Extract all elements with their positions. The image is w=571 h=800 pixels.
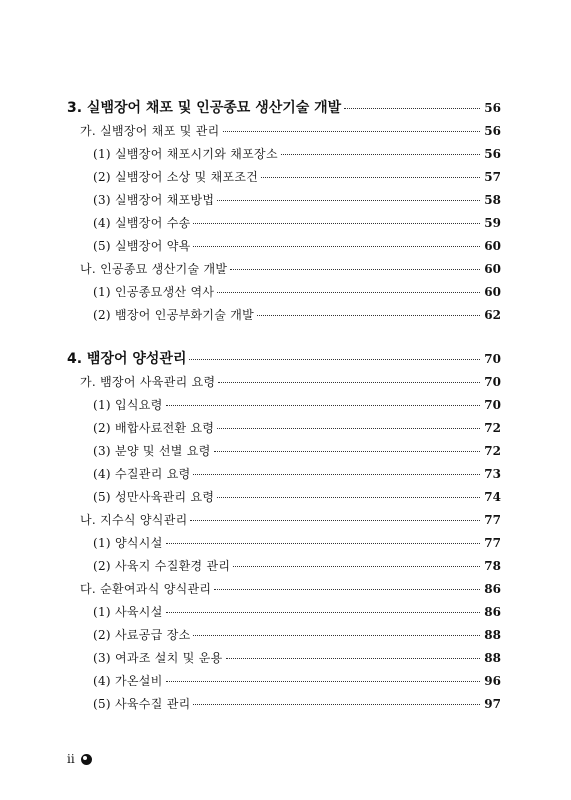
toc-entry-item[interactable]	[93, 534, 501, 551]
dot-leader	[166, 543, 481, 544]
toc-entry-label: (1) 인공종묘생산 역사	[93, 285, 215, 299]
toc-entry-item[interactable]	[93, 396, 501, 413]
dot-leader	[217, 428, 480, 429]
toc-entry-label: 다. 순환여과식 양식관리	[80, 582, 212, 596]
dot-leader	[193, 474, 480, 475]
toc-entry-label: (5) 성만사육관리 요령	[93, 490, 215, 504]
dot-leader	[214, 589, 480, 590]
toc-entry-item[interactable]	[93, 488, 501, 505]
toc-entry-label: (1) 사육시설	[93, 605, 163, 619]
dot-leader	[193, 246, 480, 247]
toc-entry-label: (3) 분양 및 선별 요령	[93, 444, 211, 458]
toc-entry-label: (4) 가온설비	[93, 674, 163, 688]
dot-leader	[214, 451, 481, 452]
toc-entry-item[interactable]	[93, 306, 501, 323]
toc-entry-label: (5) 사육수질 관리	[93, 697, 191, 711]
page-footer	[67, 752, 92, 766]
dot-leader	[223, 131, 481, 132]
toc-entry-page-number: 72	[484, 421, 501, 435]
toc-entry-section[interactable]	[80, 122, 501, 139]
toc-entry-label: (2) 사육지 수질환경 관리	[93, 559, 231, 573]
toc-entry-label: (2) 배합사료전환 요령	[93, 421, 215, 435]
toc-entry-label: 4. 뱀장어 양성관리	[67, 351, 187, 367]
toc-entry-page-number: 62	[484, 308, 501, 322]
toc-entry-item[interactable]	[93, 626, 501, 643]
toc-entry-label: 3. 실뱀장어 채포 및 인공종묘 생산기술 개발	[67, 100, 342, 116]
toc-entry-item[interactable]	[93, 191, 501, 208]
toc-entry-item[interactable]	[93, 419, 501, 436]
toc-entry-page-number: 72	[484, 444, 501, 458]
toc-entry-item[interactable]	[93, 442, 501, 459]
toc-entry-page-number: 58	[484, 193, 501, 207]
toc-entry-page-number: 74	[484, 490, 501, 504]
toc-entry-label: (5) 실뱀장어 약욕	[93, 239, 191, 253]
toc-entry-page-number: 77	[484, 513, 501, 527]
dot-leader	[233, 566, 480, 567]
toc-entry-page-number: 70	[484, 398, 501, 412]
dot-leader	[230, 269, 480, 270]
toc-entry-page-number: 60	[484, 262, 501, 276]
dot-leader	[190, 520, 480, 521]
toc-entry-page-number: 88	[484, 628, 501, 642]
toc-entry-section[interactable]	[80, 260, 501, 277]
toc-entry-section[interactable]	[80, 373, 501, 390]
toc-entry-section[interactable]	[80, 511, 501, 528]
toc-entry-page-number: 56	[484, 101, 501, 115]
toc-entry-label: 가. 실뱀장어 채포 및 관리	[80, 124, 220, 138]
toc-entry-section[interactable]	[80, 580, 501, 597]
toc-entry-label: (1) 입식요령	[93, 398, 163, 412]
toc-entry-chapter[interactable]	[67, 97, 501, 117]
dot-leader	[217, 292, 480, 293]
dot-leader	[193, 704, 480, 705]
toc-entry-item[interactable]	[93, 145, 501, 162]
toc-entry-page-number: 59	[484, 216, 501, 230]
toc-entry-label: (4) 수질관리 요령	[93, 467, 191, 481]
toc-entry-item[interactable]	[93, 649, 501, 666]
dot-leader	[166, 405, 481, 406]
toc-entry-chapter[interactable]	[67, 348, 501, 368]
toc-entry-label: (4) 실뱀장어 수송	[93, 216, 191, 230]
dot-leader	[166, 681, 481, 682]
toc-entry-label: 가. 뱀장어 사육관리 요령	[80, 375, 216, 389]
toc-entry-page-number: 60	[484, 285, 501, 299]
toc-entry-item[interactable]	[93, 283, 501, 300]
circle-bullet-icon	[81, 754, 92, 765]
toc-entry-page-number: 97	[484, 697, 501, 711]
toc-entry-page-number: 86	[484, 582, 501, 596]
dot-leader	[281, 154, 480, 155]
toc-entry-label: (1) 양식시설	[93, 536, 163, 550]
toc-entry-item[interactable]	[93, 168, 501, 185]
toc-entry-label: (1) 실뱀장어 채포시기와 채포장소	[93, 147, 278, 161]
dot-leader	[226, 658, 481, 659]
toc-entry-item[interactable]	[93, 603, 501, 620]
dot-leader	[166, 612, 481, 613]
toc-entry-item[interactable]	[93, 214, 501, 231]
toc-entry-label: (2) 뱀장어 인공부화기술 개발	[93, 308, 255, 322]
toc-entry-page-number: 60	[484, 239, 501, 253]
toc-entry-page-number: 77	[484, 536, 501, 550]
toc-entry-label: (3) 실뱀장어 채포방법	[93, 193, 215, 207]
toc-entry-page-number: 56	[484, 147, 501, 161]
toc-entry-label: 나. 지수식 양식관리	[80, 513, 188, 527]
toc-entry-item[interactable]	[93, 672, 501, 689]
dot-leader	[218, 382, 480, 383]
toc-entry-page-number: 56	[484, 124, 501, 138]
toc-entry-page-number: 88	[484, 651, 501, 665]
dot-leader	[257, 315, 480, 316]
toc-entry-page-number: 78	[484, 559, 501, 573]
toc-entry-label: (3) 여과조 설치 및 운용	[93, 651, 223, 665]
toc-entry-page-number: 96	[484, 674, 501, 688]
dot-leader	[189, 359, 480, 360]
toc-entry-item[interactable]	[93, 695, 501, 712]
page-folio: ii	[67, 752, 75, 766]
dot-leader	[193, 223, 480, 224]
toc-entry-page-number: 70	[484, 352, 501, 366]
dot-leader	[344, 108, 480, 109]
toc-entry-page-number: 73	[484, 467, 501, 481]
dot-leader	[261, 177, 480, 178]
toc-entry-label: (2) 실뱀장어 소상 및 채포조건	[93, 170, 259, 184]
dot-leader	[193, 635, 480, 636]
toc-entry-page-number: 86	[484, 605, 501, 619]
dot-leader	[217, 497, 480, 498]
toc-entry-item[interactable]	[93, 557, 501, 574]
toc-entry-page-number: 70	[484, 375, 501, 389]
toc-entry-label: 나. 인공종묘 생산기술 개발	[80, 262, 228, 276]
toc-entry-page-number: 57	[484, 170, 501, 184]
toc-entry-label: (2) 사료공급 장소	[93, 628, 191, 642]
toc-entry-item[interactable]	[93, 237, 501, 254]
dot-leader	[217, 200, 480, 201]
toc-entry-item[interactable]	[93, 465, 501, 482]
